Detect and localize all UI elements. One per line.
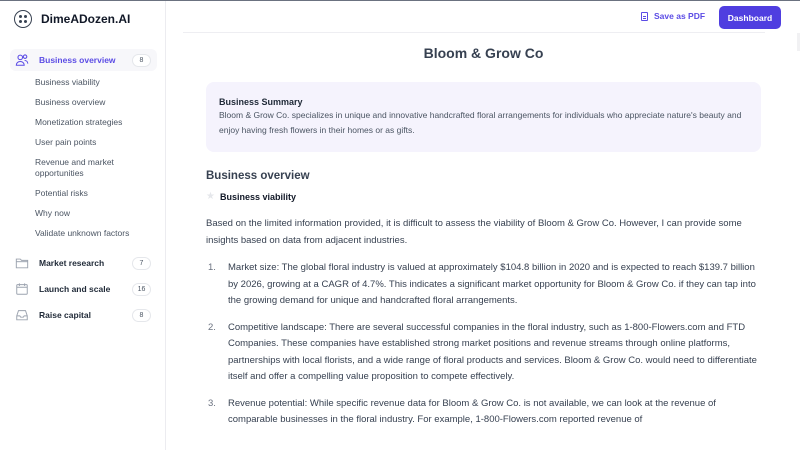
page-title: Bloom & Grow Co — [423, 45, 544, 61]
subsection-header — [206, 191, 761, 202]
sidebar-item-raise-capital[interactable]: Raise capital 8 — [10, 302, 157, 328]
intro-paragraph: Based on the limited information provided, it is difficult to assess the viability of Bloom & Grow Co. However, I can provide some insights based on data from adjacent industries. — [206, 218, 742, 246]
sidebar-subitem-monetization-strategies[interactable]: Monetization strategies — [35, 117, 123, 127]
summary-title: Business Summary — [219, 97, 303, 107]
calendar-icon — [15, 282, 29, 296]
subsection-title: Business viability — [220, 191, 297, 202]
inbox-icon — [15, 308, 29, 322]
main-content — [206, 33, 761, 439]
document-icon — [641, 12, 648, 21]
points-list — [206, 260, 761, 429]
list-item: 3. Revenue potential: While specific revenue data for Bloom & Grow Co. is not available, we can look at the revenue of comparable businesses in the floral industry. For example, 1-800-Flowers.com reported revenue of — [208, 397, 716, 425]
sidebar-nav — [10, 49, 157, 328]
list-item: 1. Market size: The global floral industry is valued at approximately $104.8 billion in 2020 and is expected to reach $139.7 billion by 2026, growing at a CAGR of 4.7%. This indicates a significant market opportunity for Bloom & Grow Co. if they can tap into the growing demand for unique and handcrafted floral arrangements. — [208, 262, 756, 306]
sidebar-subitem-why-now[interactable]: Why now — [35, 208, 70, 218]
dashboard-button[interactable]: Dashboard — [719, 6, 781, 29]
count-badge: 16 — [132, 283, 151, 296]
count-badge: 7 — [132, 257, 151, 270]
sub-items — [10, 73, 157, 244]
save-as-pdf-button[interactable]: Save as PDF — [641, 11, 705, 21]
section-title: Business overview — [206, 170, 310, 182]
users-icon — [15, 53, 29, 67]
folder-icon — [15, 256, 29, 270]
summary-text: Bloom & Grow Co. specializes in unique and innovative handcrafted floral arrangements for individuals who appreciate nature's beauty and enjoy having fresh flowers in their homes or as gifts. — [219, 110, 742, 135]
sidebar-subitem-revenue-market[interactable]: Revenue and market opportunities — [35, 157, 114, 178]
business-summary-card — [206, 82, 761, 152]
list-item: 2. Competitive landscape: There are several successful companies in the floral industry, such as 1-800-Flowers.com and FTD Companies. These companies have established strong market positions and revenue streams through online platforms, partnerships with local florists, and a wide range of floral products and services. Bloom & Grow Co. would need to differentiate itself and offer a compelling value proposition to compete effectively. — [208, 321, 757, 382]
sidebar-item-business-overview[interactable]: Business overview 8 — [10, 49, 157, 71]
brand-name: DimeADozen.AI — [41, 12, 131, 26]
count-badge: 8 — [132, 309, 151, 322]
sidebar-subitem-user-pain-points[interactable]: User pain points — [35, 137, 97, 147]
sidebar-subitem-business-overview[interactable]: Business overview — [35, 97, 106, 107]
sidebar — [0, 1, 166, 450]
star-icon[interactable]: ★ — [206, 191, 215, 202]
sidebar-item-launch-and-scale[interactable]: Launch and scale 16 — [10, 276, 157, 302]
sidebar-item-market-research[interactable]: Market research 7 — [10, 250, 157, 276]
brand[interactable] — [14, 9, 130, 29]
sidebar-subitem-validate-unknown[interactable]: Validate unknown factors — [35, 228, 130, 238]
sidebar-subitem-business-viability[interactable]: Business viability — [35, 77, 100, 87]
logo-icon — [14, 10, 32, 28]
sidebar-subitem-potential-risks[interactable]: Potential risks — [35, 188, 88, 198]
count-badge: 8 — [132, 54, 151, 67]
